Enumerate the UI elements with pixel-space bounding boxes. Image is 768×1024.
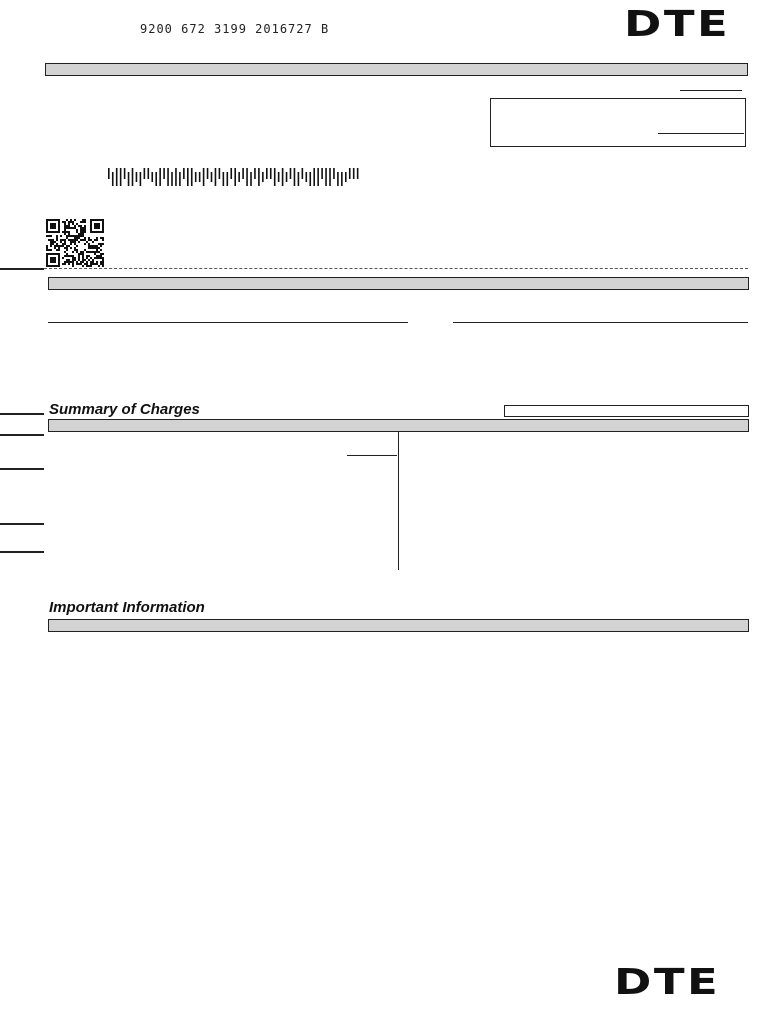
margin-mark: [0, 413, 44, 415]
qr-code-icon: [46, 219, 104, 267]
margin-mark: [0, 523, 44, 525]
box-top-rule: [680, 90, 742, 91]
tracking-number: 9200 672 3199 2016727 B: [140, 22, 330, 36]
summary-divider: [398, 432, 399, 570]
header-bar: [45, 63, 748, 76]
subtotal-rule: [347, 455, 397, 456]
account-info-box: [490, 98, 746, 147]
margin-mark: [0, 468, 44, 470]
summary-title: Summary of Charges: [49, 401, 200, 418]
important-title: Important Information: [49, 599, 205, 616]
margin-mark: [0, 551, 44, 553]
left-rule: [48, 322, 408, 323]
dte-logo: DTE: [624, 4, 731, 45]
dte-logo-footer: DTE: [614, 962, 721, 1003]
margin-mark: [0, 434, 44, 436]
important-bar: [48, 619, 749, 632]
fold-mark: [0, 268, 44, 270]
tear-line: [44, 268, 748, 269]
postal-barcode-icon: [108, 168, 362, 186]
summary-amount-box: [504, 405, 749, 417]
right-rule: [453, 322, 748, 323]
account-info-rule: [658, 133, 744, 134]
stub-bar: [48, 277, 749, 290]
summary-bar: [48, 419, 749, 432]
